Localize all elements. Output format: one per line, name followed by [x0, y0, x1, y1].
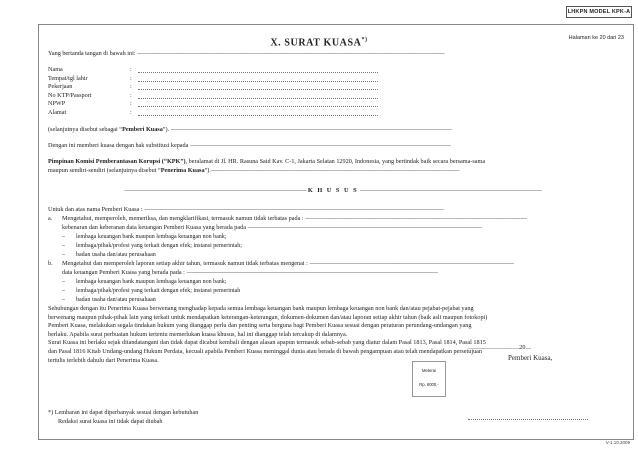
item-b-line-1: b. Mengetahui dan memperoleh laporan setiap akhir tahun, termasuk namun tidak terbatas mengenai : -----------------------------------------------------------------------------------------------------------------------------------	[48, 260, 514, 267]
bullet-item	[62, 278, 226, 286]
item-a-line1: Mengetahui, memperoleh, memeriksa, dan mengklarifikasi, termasuk namun tidak terbatas pada :	[62, 215, 304, 222]
footnote-1: *) Lembaran ini dapat diperbanyak sesuai dengan kebutuhan	[48, 409, 199, 416]
field-colon: :	[130, 109, 132, 116]
bullet-dash-icon: –	[62, 252, 65, 258]
bullet-dash-icon: –	[62, 243, 65, 249]
field-input-line[interactable]	[138, 92, 378, 99]
penerima-org: Pimpinan Komisi Pemberantasan Korupsi (“KPK”)	[48, 158, 186, 165]
penerima-text-a: , beralamat di Jl. HR. Rasuna Said Kav. C-1, Jakarta Selatan 12920, Indonesia, yang bertindak baik secara bersama-sama	[185, 158, 486, 165]
stamp-value: Rp. 6000,-	[419, 382, 439, 387]
item-b-line1: Mengetahui dan memperoleh laporan setiap akhir tahun, termasuk namun tidak terbatas mengenai :	[62, 260, 308, 267]
field-colon: :	[130, 91, 132, 99]
title-text: X. SURAT KUASA	[270, 37, 362, 49]
field-label: Tempat/tgl lahir	[48, 74, 88, 82]
bullet-text: lembaga/pihak/profesi yang terkait dengan efek; instansi pemerintah;	[76, 243, 242, 249]
duty-stamp-box	[412, 361, 446, 397]
closing-line: dan Pasal 1816 Kitab Undang-undang Hukum Perdata, kecuali apabila Pemberi Kuasa meninggal dunia atau berada di bawah pengampuan atau telah mendapatkan persetujuan	[48, 348, 483, 355]
untuk-intro-line: Untuk dan atas nama Pemberi Kuasa : ------------------------------------------------------------------------------------------------------------------------------------------------------------------------------------------------	[48, 206, 444, 213]
signature-line	[468, 419, 588, 420]
closing-line: berlaku. Apabila surat perbuatan hukum tertentu memerlukan kuasa khusus, hal ini dianggap telah tercakup di dalamnya.	[48, 330, 348, 338]
item-a-letter: a.	[48, 215, 53, 222]
bullet-text: lembaga keuangan bank maupun lembaga keuangan non bank;	[76, 234, 227, 240]
signature-label: Pemberi Kuasa,	[508, 354, 553, 362]
bullet-dash-icon: –	[62, 288, 65, 294]
field-input-line[interactable]	[138, 83, 378, 90]
bullet-item	[62, 242, 242, 250]
closing-line: berwenang maupun pihak-pihak lain yang terkait untuk mendapatkan keterangan-keterangan, dokumen-dokumen dan/atau laporan setiap akhir tahun (baik asli maupun fotokopi)	[48, 313, 488, 321]
field-input-line[interactable]	[138, 66, 378, 73]
page-number: Halaman ke 20 dari 23	[568, 35, 624, 41]
intro-line: Yang bertanda tangan di bawah ini: -----------------------------------------------------------------------------------------------------------------------------------------------------------------------------------------------------	[48, 50, 445, 57]
stamp-label: Meterai	[422, 368, 436, 373]
pemberi-name: Pemberi Kuasa	[122, 126, 163, 133]
bullet-dash-icon: –	[62, 234, 65, 240]
pemberi-line: (selanjutnya disebut sebagai “Pemberi Kuasa”). ------------------------------------------------------------------------------------------------------------------------------------------------------------------------------------	[48, 126, 452, 133]
penerima-text-c: ”).	[204, 167, 211, 174]
field-label: Pekerjaan	[48, 83, 73, 91]
field-colon: :	[130, 66, 132, 73]
signature-date-line: .................................................20.....	[468, 344, 531, 351]
item-b-line2: data keuangan Pemberi Kuasa yang berada pada :	[62, 269, 185, 276]
intro-text: Yang bertanda tangan di bawah ini:	[48, 50, 136, 57]
pemberi-suffix: ”).	[162, 126, 170, 133]
bullet-dash-icon: –	[62, 297, 65, 303]
field-label: Alamat	[48, 109, 67, 116]
closing-line: Surat Kuasa ini berlaku sejak ditandatangani dan tidak dapat dicabut kembali dengan alasan apapun termasuk sebab-sebab yang diatur dalam Pasal 1813, Pasal 1814, Pasal 1815	[48, 339, 486, 347]
khusus-heading: ------------------------------------------------------------------------------------------------------------------ K H U S U S ------------------------------------------------------------------------------------------------------------------	[124, 187, 542, 194]
bullet-item	[62, 233, 226, 241]
closing-line: tertulis terlebih dahulu dari Penerima Kuasa.	[48, 356, 159, 364]
field-label: NPWP	[48, 100, 66, 108]
bullet-dash-icon: –	[62, 279, 65, 285]
field-colon: :	[130, 74, 132, 82]
penerima-line-2: maupun sendiri-sendiri (selanjutnya disebut “Penerima Kuasa”).---------------------------------------------------------------------------------------------------------------------------------------------------------------	[48, 167, 460, 174]
item-a-line-2: kebenaran dan keberanan data keuangan Pemberi Kuasa yang berada pada ------------------------------------------------------------------------------------------------------------------------------------------------------	[62, 224, 482, 231]
field-colon: :	[130, 100, 132, 108]
closing-line: Pemberi Kuasa, melakukan segala tindakan hukum yang dianggap perlu dan penting serta berguna bagi Pemberi Kuasa sesuai dengan peraturan perundang-undangan yang	[48, 322, 472, 330]
field-input-line[interactable]	[138, 75, 378, 82]
bullet-text: badan usaha dan/atau perusahaan	[76, 297, 156, 303]
bullet-item	[62, 251, 156, 259]
penerima-name: Penerima Kuasa	[160, 167, 205, 174]
item-a-line-1: a. Mengetahui, memperoleh, memeriksa, dan mengklarifikasi, termasuk namun tidak terbatas pada : ----------------------------------------------------------------------------------------------------------------------------------------------	[48, 215, 527, 222]
bullet-item	[62, 287, 240, 295]
field-input-line[interactable]	[138, 100, 378, 107]
bullet-text: lembaga keuangan bank maupun lembaga keuangan non bank;	[76, 279, 227, 285]
bullet-text: lembaga/pihak/profesi yang terkait dengan efek; instansi pemerintah	[76, 288, 241, 294]
field-label: No KTP/Passport	[48, 91, 92, 99]
pemberi-prefix: (selanjutnya disebut sebagai “	[48, 126, 123, 133]
footnote-2: Redaksi surat kuasa ini tidak dapat diubah	[58, 418, 163, 425]
form-code-badge: LHKPN MODEL KPK-A	[566, 6, 632, 18]
item-b-line-2: data keuangan Pemberi Kuasa yang berada pada : -----------------------------------------------------------------------------------------------------------------------------------------------------------------	[62, 269, 438, 276]
item-b-letter: b.	[48, 260, 53, 267]
hak-substitusi-line: Dengan ini memberi kuasa dengan hak substitusi kepada -----------------------------------------------------------------------------------------------------------------------------------------------------------------------	[48, 142, 451, 149]
field-colon: :	[130, 83, 132, 91]
field-label: Nama	[48, 66, 63, 73]
field-input-line[interactable]	[138, 109, 378, 116]
bullet-text: badan usaha dan/atau perusahaan	[76, 252, 156, 258]
untuk-intro-text: Untuk dan atas nama Pemberi Kuasa :	[48, 206, 143, 213]
bullet-item	[62, 296, 156, 304]
khusus-label: K H U S U S	[307, 187, 359, 194]
item-a-line2: kebenaran dan keberanan data keuangan Pemberi Kuasa yang berada pada	[62, 224, 246, 231]
version-label: V-1.10.2009	[605, 440, 630, 445]
title-footnote-mark: *)	[361, 37, 368, 43]
penerima-line-1	[48, 158, 618, 166]
page-title	[0, 37, 638, 48]
closing-line: Sehubungan dengan itu Penerima Kuasa berwenang menghadap kepada semua lembaga keuangan bank maupun lembaga keuangan non bank dan/atau pejabat-pejabat yang	[48, 305, 474, 312]
penerima-text-b: maupun sendiri-sendiri (selanjutnya disebut “	[48, 167, 161, 174]
hak-substitusi-text: Dengan ini memberi kuasa dengan hak substitusi kepada	[48, 142, 189, 149]
signature-year: 20	[519, 344, 526, 351]
